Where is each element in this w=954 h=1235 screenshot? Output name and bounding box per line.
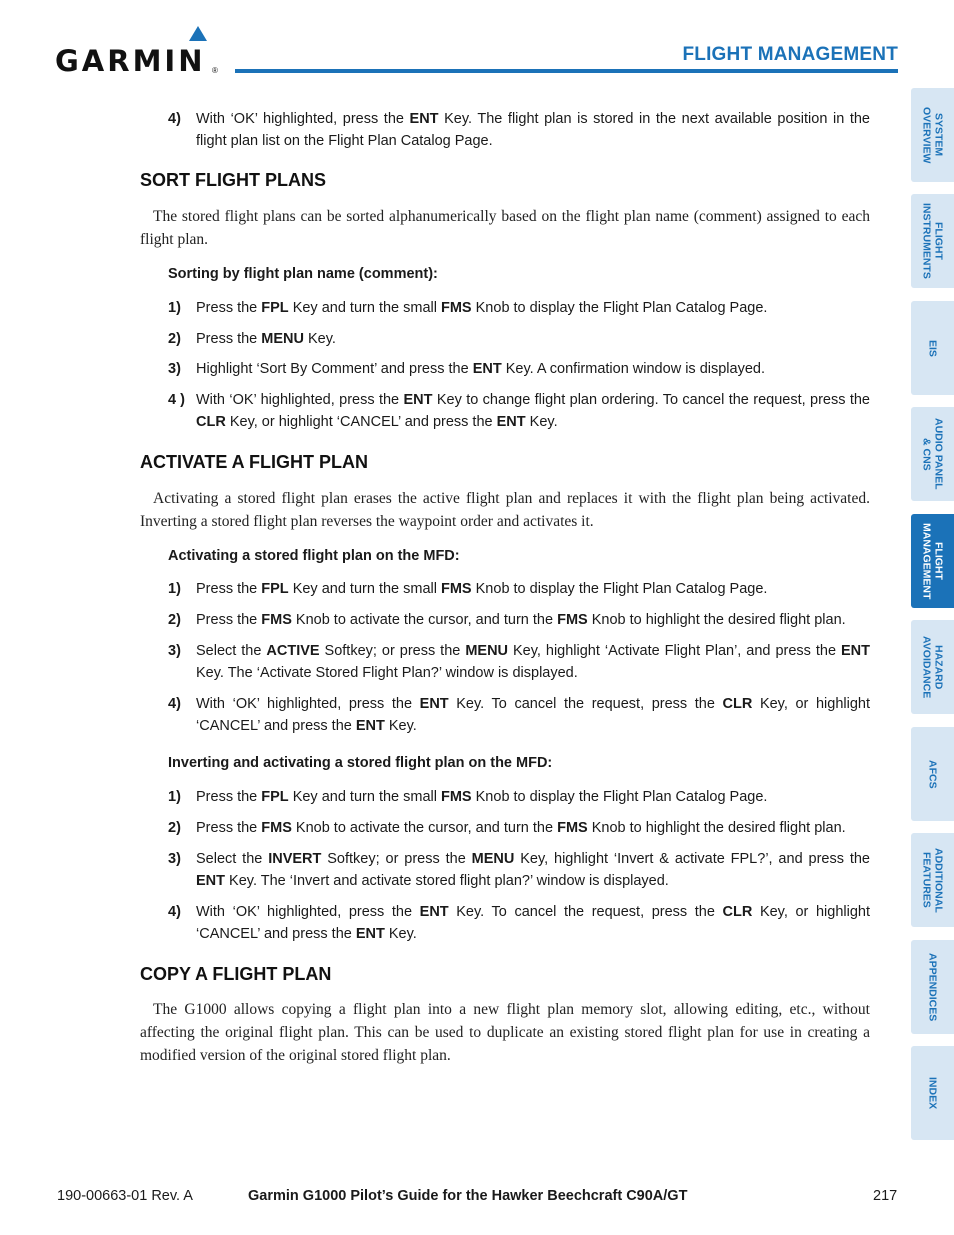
step-text-segment: Key.: [525, 414, 558, 430]
step-text-segment: With ‘OK’ highlighted, press the: [196, 696, 420, 712]
step-text-segment: Press the: [196, 331, 262, 347]
key-name: ENT: [355, 926, 385, 942]
tab-label: SYSTEM OVERVIEW: [920, 106, 945, 164]
key-name: FPL: [261, 581, 289, 597]
invert-step: [168, 786, 870, 808]
step-text-segment: With ‘OK’ highlighted, press the: [196, 111, 410, 127]
tab-flight-instruments[interactable]: [911, 194, 954, 288]
activate-paragraph: Activating a stored flight plan erases the active flight plan and replaces it with the flight plan being activated. Inverting a stored flight plan reverses the waypoint order and activates it.: [140, 490, 870, 530]
footer-title: Garmin G1000 Pilot’s Guide for the Hawker Beechcraft C90A/GT: [248, 1188, 688, 1204]
step-text: [196, 108, 870, 152]
step-text-segment: Press the: [196, 581, 262, 597]
sort-step: [168, 328, 870, 350]
step-text: [196, 640, 870, 684]
step-text-segment: Key. The flight plan is stored in the next available position in the flight plan list on the Flight Plan Catalog Page.: [196, 111, 870, 149]
garmin-logo: [55, 26, 220, 76]
step-text-segment: Key. To cancel the request, press the: [448, 904, 723, 920]
key-name: MENU: [465, 643, 509, 659]
tab-afcs[interactable]: [911, 727, 954, 821]
step-text-segment: Key. A confirmation window is displayed.: [501, 361, 765, 377]
step-text-segment: Key, or highlight ‘CANCEL’ and press the: [196, 696, 870, 734]
key-name: FMS: [557, 820, 588, 836]
key-name: FPL: [261, 300, 289, 316]
tab-flight-management[interactable]: [911, 514, 954, 608]
tab-label: FLIGHT MANAGEMENT: [920, 522, 945, 600]
step-number: 3): [168, 851, 181, 867]
sort-step: [168, 297, 870, 319]
tab-label: FLIGHT INSTRUMENTS: [920, 203, 945, 279]
step-text: [196, 817, 870, 839]
step-text-segment: Key. The ‘Activate Stored Flight Plan?’ window is displayed.: [196, 665, 578, 681]
step-text-segment: Knob to activate the cursor, and turn the: [291, 820, 558, 836]
tab-label: EIS: [926, 339, 939, 357]
invert-step: [168, 901, 870, 945]
step-text-segment: Knob to display the Flight Plan Catalog Page.: [471, 581, 768, 597]
intro-step: [168, 108, 870, 152]
step-text-segment: Knob to display the Flight Plan Catalog Page.: [471, 789, 768, 805]
key-name: ENT: [355, 718, 385, 734]
step-text: [196, 848, 870, 892]
step-number: 2): [168, 331, 181, 347]
step-number: 1): [168, 581, 181, 597]
step-number: 2): [168, 612, 181, 628]
step-number: 1): [168, 789, 181, 805]
step-text-segment: Key.: [303, 331, 336, 347]
key-name: MENU: [261, 331, 304, 347]
key-name: FMS: [441, 581, 472, 597]
copy-paragraph: The G1000 allows copying a flight plan into a new flight plan memory slot, allowing editing, etc., without affecting the original flight plan. This can be used to duplicate an existing stored flight plan for use in creating a modified version of the original stored flight plan.: [140, 1001, 870, 1064]
key-name: ENT: [196, 873, 225, 889]
step-text: [196, 358, 870, 380]
key-name: ENT: [419, 696, 449, 712]
tab-label: APPENDICES: [926, 952, 939, 1022]
key-name: INVERT: [268, 851, 322, 867]
step-text-segment: Key, highlight ‘Invert & activate FPL?’, and press the: [514, 851, 870, 867]
header-rule: [235, 69, 898, 73]
invert-subheading: Inverting and activating a stored flight plan on the MFD:: [168, 755, 553, 771]
footer-page-number: 217: [873, 1188, 898, 1204]
sort-step: [168, 389, 870, 433]
key-name: FMS: [557, 612, 588, 628]
tab-system-overview[interactable]: [911, 88, 954, 182]
step-number: 4): [168, 111, 181, 127]
step-number: 3): [168, 361, 181, 377]
key-name: FMS: [261, 612, 292, 628]
sort-paragraph: The stored flight plans can be sorted alphanumerically based on the flight plan name (comment) assigned to each flight plan.: [140, 208, 870, 248]
tab-eis[interactable]: [911, 301, 954, 395]
key-name: ENT: [496, 414, 526, 430]
tab-label: INDEX: [926, 1076, 939, 1110]
step-text-segment: Key, or highlight ‘CANCEL’ and press the: [196, 904, 870, 942]
step-text-segment: Key, highlight ‘Activate Flight Plan’, and press the: [508, 643, 842, 659]
step-text: [196, 389, 870, 433]
step-number: 4): [168, 904, 181, 920]
step-text: [196, 901, 870, 945]
activate-step: [168, 578, 870, 600]
heading-sort-flight-plans: SORT FLIGHT PLANS: [140, 170, 326, 190]
step-text-segment: Press the: [196, 612, 262, 628]
step-text-segment: Key and turn the small: [288, 581, 441, 597]
activate-step: [168, 693, 870, 737]
step-number: 3): [168, 643, 181, 659]
key-name: CLR: [722, 904, 753, 920]
step-number: 1): [168, 300, 181, 316]
key-name: ENT: [419, 904, 449, 920]
sort-step: [168, 358, 870, 380]
key-name: CLR: [722, 696, 753, 712]
step-text-segment: Knob to highlight the desired flight plan.: [587, 612, 846, 628]
tab-label: AUDIO PANEL & CNS: [920, 418, 945, 490]
step-text-segment: Key and turn the small: [288, 789, 441, 805]
logo-triangle-icon: [189, 26, 207, 41]
activate-step: [168, 640, 870, 684]
step-number: 4 ): [168, 392, 185, 408]
step-text-segment: Highlight ‘Sort By Comment’ and press the: [196, 361, 473, 377]
step-number: 4): [168, 696, 181, 712]
step-text-segment: Softkey; or press the: [321, 851, 472, 867]
step-text-segment: Knob to display the Flight Plan Catalog Page.: [471, 300, 768, 316]
tab-label: HAZARD AVOIDANCE: [920, 635, 945, 699]
step-text-segment: Key. The ‘Invert and activate stored flight plan?’ window is displayed.: [225, 873, 669, 889]
step-text: [196, 609, 870, 631]
step-text: [196, 297, 870, 319]
step-text-segment: Key.: [384, 718, 417, 734]
footer-doc-number: 190-00663-01 Rev. A: [57, 1188, 193, 1204]
step-text-segment: Key, or highlight ‘CANCEL’ and press the: [225, 414, 497, 430]
invert-step: [168, 848, 870, 892]
sort-subheading: Sorting by flight plan name (comment):: [168, 266, 438, 282]
key-name: CLR: [196, 414, 226, 430]
tab-hazard-avoidance[interactable]: [911, 620, 954, 714]
key-name: FPL: [261, 789, 289, 805]
step-text-segment: Key and turn the small: [288, 300, 441, 316]
activate-subheading: Activating a stored flight plan on the MFD:: [168, 548, 460, 564]
step-text: [196, 578, 870, 600]
step-text-segment: Press the: [196, 820, 262, 836]
key-name: FMS: [261, 820, 292, 836]
step-text-segment: Select the: [196, 643, 267, 659]
step-text-segment: Press the: [196, 300, 262, 316]
step-text-segment: Press the: [196, 789, 262, 805]
step-text-segment: Key to change flight plan ordering. To cancel the request, press the: [432, 392, 870, 408]
section-title: FLIGHT MANAGEMENT: [682, 44, 898, 65]
activate-step: [168, 609, 870, 631]
key-name: ENT: [841, 643, 871, 659]
tab-audio-panel-cns[interactable]: [911, 407, 954, 501]
tab-appendices[interactable]: [911, 940, 954, 1034]
step-text: [196, 693, 870, 737]
step-text-segment: With ‘OK’ highlighted, press the: [196, 392, 404, 408]
step-text-segment: Key. To cancel the request, press the: [448, 696, 723, 712]
step-text-segment: Softkey; or press the: [319, 643, 466, 659]
heading-activate-flight-plan: ACTIVATE A FLIGHT PLAN: [140, 452, 368, 472]
step-text-segment: With ‘OK’ highlighted, press the: [196, 904, 420, 920]
heading-copy-flight-plan: COPY A FLIGHT PLAN: [140, 964, 332, 984]
step-text: [196, 786, 870, 808]
invert-step: [168, 817, 870, 839]
key-name: MENU: [471, 851, 515, 867]
key-name: ENT: [472, 361, 502, 377]
logo-registered-mark: ®: [212, 66, 218, 75]
tab-additional-features[interactable]: [911, 833, 954, 927]
key-name: ENT: [409, 111, 439, 127]
step-text-segment: Key.: [384, 926, 417, 942]
key-name: ENT: [403, 392, 433, 408]
key-name: FMS: [441, 300, 472, 316]
step-text: [196, 328, 870, 350]
step-text-segment: Knob to highlight the desired flight plan.: [587, 820, 846, 836]
step-text-segment: Select the: [196, 851, 269, 867]
step-text-segment: Knob to activate the cursor, and turn the: [291, 612, 558, 628]
key-name: ACTIVE: [266, 643, 320, 659]
tab-label: ADDITIONAL FEATURES: [920, 847, 945, 913]
logo-text: GARMIN: [55, 44, 206, 78]
tab-index[interactable]: [911, 1046, 954, 1140]
tab-label: AFCS: [926, 759, 939, 789]
step-number: 2): [168, 820, 181, 836]
key-name: FMS: [441, 789, 472, 805]
